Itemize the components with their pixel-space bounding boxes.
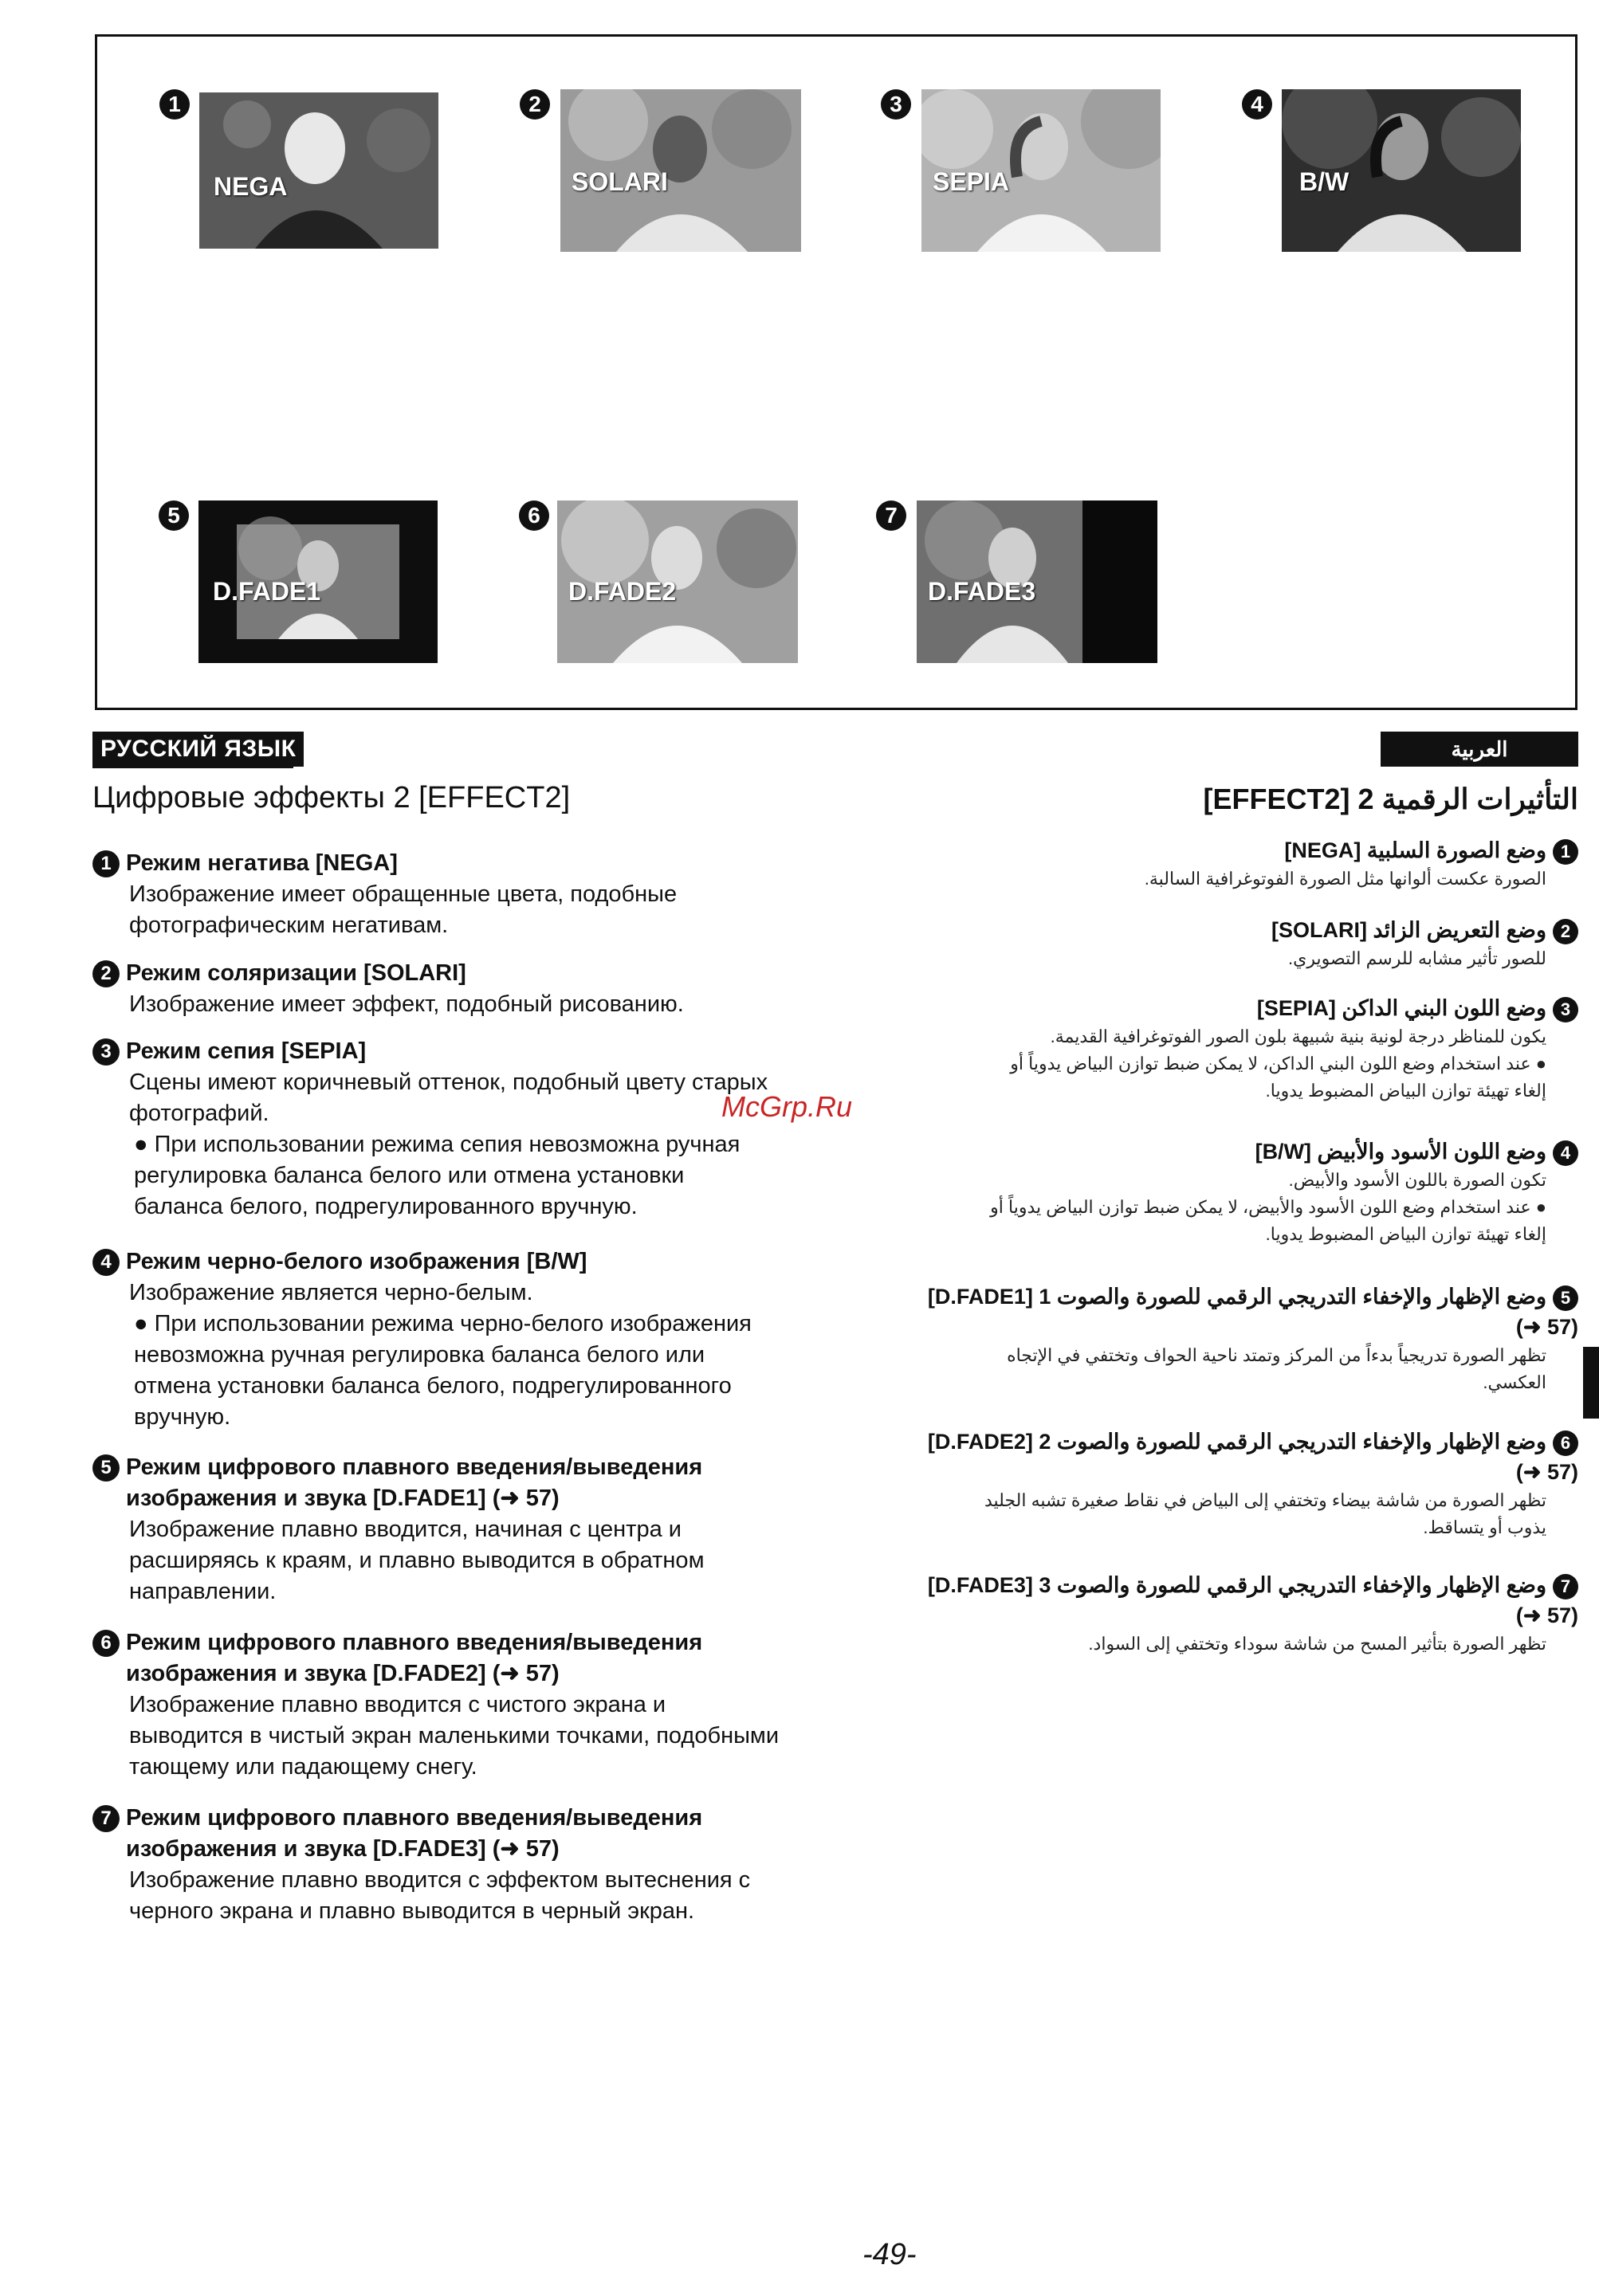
body-line: Изображение имеет обращенные цвета, подобные bbox=[129, 881, 678, 907]
body-line: расширяясь к краям, и плавно выводится в обратном bbox=[129, 1548, 705, 1573]
ar-item-body bbox=[925, 1342, 1546, 1396]
photo-bw bbox=[1282, 89, 1521, 252]
note-line: ● عند استخدام وضع اللون البني الداكن، لا يمكن ضبط توازن البياض يدوياً أو bbox=[1010, 1054, 1546, 1073]
ar-item-heading bbox=[925, 915, 1578, 945]
note-line: невозможна ручная регулировка баланса белого или bbox=[134, 1342, 705, 1368]
ar-item-solari bbox=[925, 915, 1578, 972]
body-line: черного экрана и плавно выводится в черный экран. bbox=[129, 1898, 695, 1924]
number-badge: 3 bbox=[1553, 997, 1578, 1022]
body-line: الصورة عكست ألوانها مثل الصورة الفوتوغرافية السالبة. bbox=[1144, 869, 1546, 889]
number-badge: 5 bbox=[1553, 1285, 1578, 1311]
figure-number: 2 bbox=[520, 89, 550, 120]
ru-item-heading bbox=[92, 1036, 890, 1067]
ar-item-heading bbox=[925, 1281, 1578, 1312]
body-line: تظهر الصورة بتأثير المسح من شاشة سوداء وتختفي إلى السواد. bbox=[1088, 1634, 1546, 1654]
ar-item-heading bbox=[925, 1136, 1578, 1167]
body-line: выводится в чистый экран маленькими точками, подобными bbox=[129, 1723, 780, 1748]
russian-section-title: Цифровые эффекты 2 [EFFECT2] bbox=[92, 781, 571, 814]
ar-item-heading bbox=[925, 1427, 1578, 1457]
heading-text: وضع التعريض الزائد [SOLARI] bbox=[1271, 918, 1546, 942]
photo-dfade3 bbox=[917, 500, 1157, 663]
arabic-language-tab: العربية bbox=[1381, 732, 1578, 767]
number-badge: 7 bbox=[1553, 1574, 1578, 1599]
heading-text: Режим цифрового плавного введения/выведения bbox=[126, 1805, 703, 1831]
arabic-section-title: التأثيرات الرقمية 2 [EFFECT2] bbox=[1203, 783, 1578, 815]
ru-item-dfade3 bbox=[92, 1803, 890, 1927]
photo-label: NEGA bbox=[214, 172, 288, 201]
photo-label: D.FADE3 bbox=[928, 577, 1036, 606]
figure-number: 3 bbox=[881, 89, 911, 120]
figure-number: 1 bbox=[159, 89, 190, 120]
heading-text: Режим соляризации [SOLARI] bbox=[126, 960, 466, 986]
photo-label: D.FADE2 bbox=[568, 577, 677, 606]
photo-solari bbox=[560, 89, 801, 252]
ru-item-heading bbox=[92, 1246, 890, 1278]
figure-number: 4 bbox=[1242, 89, 1272, 120]
ru-item-heading bbox=[92, 1627, 890, 1690]
note-line: ● При использовании режима сепия невозможна ручная bbox=[134, 1132, 741, 1157]
heading-text: изображения и звука [D.FADE2] (➜ 57) bbox=[126, 1661, 560, 1686]
heading-text: Режим цифрового плавного введения/выведения bbox=[126, 1454, 703, 1480]
number-badge: 7 bbox=[92, 1805, 120, 1832]
body-line: Изображение имеет эффект, подобный рисованию. bbox=[129, 991, 684, 1017]
ru-item-body bbox=[129, 1278, 890, 1309]
heading-text: وضع اللون الأسود والأبيض [B/W] bbox=[1255, 1140, 1546, 1164]
ar-note bbox=[925, 1050, 1546, 1105]
note-line: баланса белого, подрегулированного вручную. bbox=[134, 1194, 638, 1219]
effects-figure bbox=[95, 34, 1577, 710]
ru-item-body bbox=[129, 1865, 890, 1927]
ru-item-body bbox=[129, 989, 890, 1020]
heading-text: Режим черно-белого изображения [B/W] bbox=[126, 1249, 587, 1274]
ru-item-nega bbox=[92, 848, 890, 941]
photo-label: D.FADE1 bbox=[213, 577, 321, 606]
heading-text: وضع الصورة السلبية [NEGA] bbox=[1284, 838, 1546, 862]
page-edge-marker bbox=[1583, 1347, 1599, 1419]
page-reference: (➜ 57) bbox=[1515, 1460, 1578, 1484]
ru-item-heading bbox=[92, 958, 890, 989]
heading-text: وضع الإظهار والإخفاء التدريجي الرقمي للصورة والصوت 1 [D.FADE1] bbox=[927, 1285, 1546, 1309]
body-line: Сцены имеют коричневый оттенок, подобный цвету старых bbox=[129, 1070, 768, 1095]
photo-dfade1 bbox=[198, 500, 438, 663]
ru-item-heading bbox=[92, 1452, 890, 1514]
ru-item-dfade1 bbox=[92, 1452, 890, 1607]
ar-item-heading bbox=[925, 1570, 1578, 1600]
photo-nega bbox=[199, 92, 438, 249]
ru-item-heading bbox=[92, 1803, 890, 1865]
note-line: إلغاء تهيئة توازن البياض المضبوط يدويا. bbox=[1265, 1224, 1546, 1244]
ru-item-heading bbox=[92, 848, 890, 879]
number-badge: 3 bbox=[92, 1038, 120, 1066]
number-badge: 2 bbox=[92, 960, 120, 987]
body-line: تكون الصورة باللون الأسود والأبيض. bbox=[1288, 1170, 1546, 1190]
number-badge: 2 bbox=[1553, 919, 1578, 944]
heading-text: Режим цифрового плавного введения/выведения bbox=[126, 1630, 703, 1655]
ru-item-body bbox=[129, 1514, 890, 1607]
body-line: Изображение плавно вводится с эффектом вытеснения с bbox=[129, 1867, 751, 1893]
number-badge: 6 bbox=[92, 1630, 120, 1657]
note-line: отмена установки баланса белого, подрегулированного bbox=[134, 1373, 732, 1399]
divider bbox=[92, 767, 293, 768]
body-line: العكسي. bbox=[1483, 1372, 1546, 1392]
note-line: ● عند استخدام وضع اللون الأسود والأبيض، لا يمكن ضبط توازن البياض يدوياً أو bbox=[990, 1197, 1546, 1217]
note-line: вручную. bbox=[134, 1404, 231, 1430]
note-line: ● При использовании режима черно-белого изображения bbox=[134, 1311, 752, 1336]
number-badge: 4 bbox=[1553, 1140, 1578, 1166]
body-line: تظهر الصورة تدريجياً بدءاً من المركز وتمتد ناحية الحواف وتختفي في الإتجاه bbox=[1007, 1345, 1546, 1365]
body-line: يكون للمناظر درجة لونية بنية شبيهة بلون الصور الفوتوغرافية القديمة. bbox=[1050, 1026, 1546, 1046]
photo-label: B/W bbox=[1299, 167, 1350, 196]
ar-note bbox=[925, 1194, 1546, 1248]
body-line: тающему или падающему снегу. bbox=[129, 1754, 477, 1780]
russian-language-tab: РУССКИЙ ЯЗЫК bbox=[92, 732, 304, 767]
number-badge: 1 bbox=[92, 850, 120, 877]
page-reference: (➜ 57) bbox=[1515, 1315, 1578, 1339]
ru-note bbox=[129, 1309, 890, 1433]
heading-text: وضع الإظهار والإخفاء التدريجي الرقمي للصورة والصوت 3 [D.FADE3] bbox=[927, 1573, 1546, 1597]
heading-text: Режим сепия [SEPIA] bbox=[126, 1038, 367, 1064]
photo-label: SEPIA bbox=[933, 167, 1010, 196]
ar-item-dfade3 bbox=[925, 1570, 1578, 1658]
body-line: للصور تأثير مشابه للرسم التصويري. bbox=[1288, 948, 1546, 968]
ar-item-body bbox=[925, 1487, 1546, 1541]
number-badge: 5 bbox=[92, 1454, 120, 1482]
body-line: фотографий. bbox=[129, 1101, 269, 1126]
ar-item-nega bbox=[925, 835, 1578, 893]
watermark: McGrp.Ru bbox=[721, 1090, 853, 1123]
heading-text: изображения и звука [D.FADE1] (➜ 57) bbox=[126, 1486, 560, 1511]
ru-item-bw bbox=[92, 1246, 890, 1433]
number-badge: 6 bbox=[1553, 1431, 1578, 1456]
ru-item-dfade2 bbox=[92, 1627, 890, 1783]
heading-text: وضع الإظهار والإخفاء التدريجي الرقمي للصورة والصوت 2 [D.FADE2] bbox=[927, 1430, 1546, 1454]
figure-number: 6 bbox=[519, 500, 549, 531]
ru-item-solari bbox=[92, 958, 890, 1020]
body-line: фотографическим негативам. bbox=[129, 913, 449, 938]
number-badge: 1 bbox=[1553, 839, 1578, 865]
ru-item-sepia bbox=[92, 1036, 890, 1223]
photo-image bbox=[199, 92, 438, 249]
body-line: يذوب أو يتساقط. bbox=[1423, 1517, 1546, 1537]
note-line: إلغاء تهيئة توازن البياض المضبوط يدويا. bbox=[1265, 1081, 1546, 1101]
photo-sepia bbox=[921, 89, 1161, 252]
heading-text: وضع اللون البني الداكن [SEPIA] bbox=[1256, 996, 1546, 1020]
ru-item-body bbox=[129, 1690, 890, 1783]
ru-note bbox=[129, 1129, 890, 1223]
page-reference: (➜ 57) bbox=[1515, 1603, 1578, 1627]
ar-item-dfade2 bbox=[925, 1427, 1578, 1541]
ar-item-heading bbox=[925, 835, 1578, 865]
body-line: Изображение плавно вводится с чистого экрана и bbox=[129, 1692, 666, 1717]
heading-text: Режим негатива [NEGA] bbox=[126, 850, 398, 876]
note-line: регулировка баланса белого или отмена установки bbox=[134, 1163, 685, 1188]
body-line: Изображение плавно вводится, начиная с центра и bbox=[129, 1517, 682, 1542]
number-badge: 4 bbox=[92, 1249, 120, 1276]
figure-number: 7 bbox=[876, 500, 906, 531]
photo-dfade2 bbox=[557, 500, 798, 663]
heading-text: изображения и звука [D.FADE3] (➜ 57) bbox=[126, 1836, 560, 1862]
figure-number: 5 bbox=[159, 500, 189, 531]
ar-item-sepia bbox=[925, 993, 1578, 1105]
ru-item-body bbox=[129, 879, 890, 941]
body-line: направлении. bbox=[129, 1579, 277, 1604]
body-line: تظهر الصورة من شاشة بيضاء وتختفي إلى البياض في نقاط صغيرة تشبه الجليد bbox=[984, 1490, 1546, 1510]
ar-item-bw bbox=[925, 1136, 1578, 1248]
page-number: -49- bbox=[862, 2238, 917, 2271]
body-line: Изображение является черно-белым. bbox=[129, 1280, 533, 1305]
photo-label: SOLARI bbox=[572, 167, 668, 196]
ar-item-dfade1 bbox=[925, 1281, 1578, 1396]
ar-item-heading bbox=[925, 993, 1578, 1023]
